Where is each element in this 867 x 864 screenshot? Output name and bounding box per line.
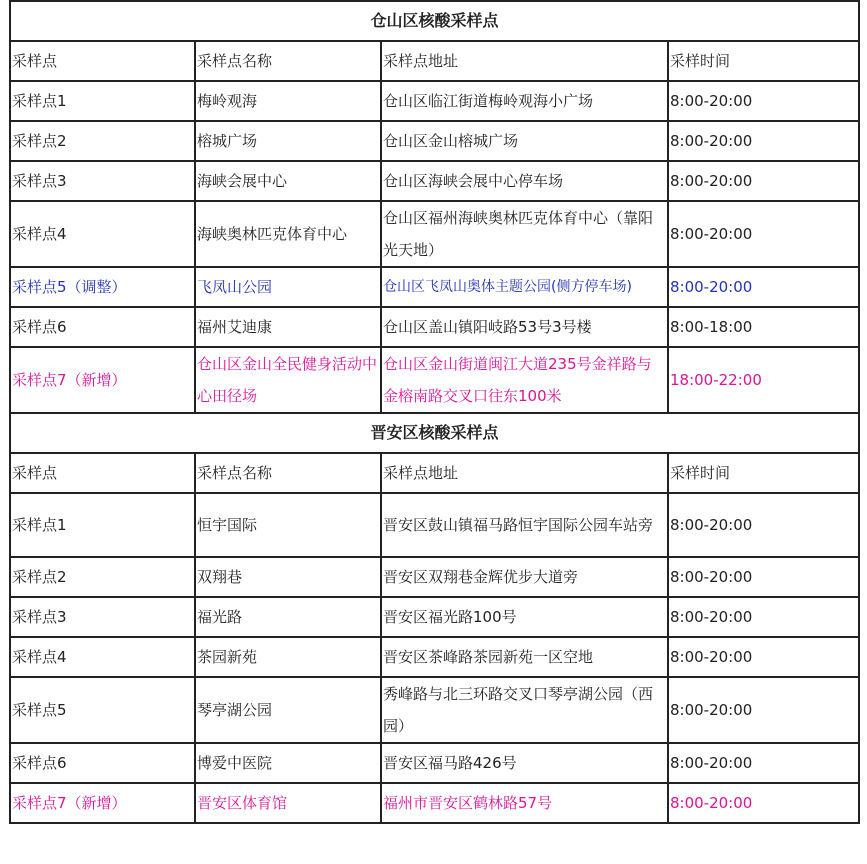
table-row xyxy=(10,557,859,597)
table-row xyxy=(10,637,859,677)
header-row xyxy=(10,453,859,493)
district-title: 仓山区核酸采样点 xyxy=(10,1,859,41)
cell-name: 双翔巷 xyxy=(195,557,381,597)
table-row xyxy=(10,307,859,347)
table-row xyxy=(10,493,859,557)
cell-time: 8:00-20:00 xyxy=(668,81,859,121)
cell-time: 8:00-18:00 xyxy=(668,307,859,347)
cell-point: 采样点4 xyxy=(10,637,195,677)
cell-name: 琴亭湖公园 xyxy=(195,677,381,743)
cell-address: 仓山区海峡会展中心停车场 xyxy=(381,161,668,201)
header-point: 采样点 xyxy=(10,41,195,81)
cell-name: 仓山区金山全民健身活动中心田径场 xyxy=(195,347,381,413)
cell-name: 茶园新苑 xyxy=(195,637,381,677)
header-point: 采样点 xyxy=(10,453,195,493)
table-row xyxy=(10,743,859,783)
cell-address: 晋安区双翔巷金辉优步大道旁 xyxy=(381,557,668,597)
table-row xyxy=(10,81,859,121)
table-row-added xyxy=(10,783,859,823)
cell-name: 海峡会展中心 xyxy=(195,161,381,201)
cell-address: 晋安区鼓山镇福马路恒宇国际公园车站旁 xyxy=(381,493,668,557)
cell-point: 采样点7（新增） xyxy=(10,783,195,823)
sampling-sites-table xyxy=(9,0,860,824)
cell-point: 采样点4 xyxy=(10,201,195,267)
cell-address: 仓山区金山榕城广场 xyxy=(381,121,668,161)
district-title-row xyxy=(10,1,859,41)
header-name: 采样点名称 xyxy=(195,41,381,81)
header-address: 采样点地址 xyxy=(381,453,668,493)
cell-point: 采样点6 xyxy=(10,307,195,347)
cell-address: 仓山区临江街道梅岭观海小广场 xyxy=(381,81,668,121)
cell-point: 采样点2 xyxy=(10,557,195,597)
cell-time: 8:00-20:00 xyxy=(668,161,859,201)
cell-address: 仓山区福州海峡奥林匹克体育中心（靠阳光天地） xyxy=(381,201,668,267)
header-row xyxy=(10,41,859,81)
cell-time: 8:00-20:00 xyxy=(668,121,859,161)
header-address: 采样点地址 xyxy=(381,41,668,81)
cell-address: 晋安区福光路100号 xyxy=(381,597,668,637)
cell-point: 采样点3 xyxy=(10,597,195,637)
cell-name: 福州艾迪康 xyxy=(195,307,381,347)
table-row xyxy=(10,161,859,201)
cell-time: 8:00-20:00 xyxy=(668,201,859,267)
cell-time: 8:00-20:00 xyxy=(668,783,859,823)
cell-time: 8:00-20:00 xyxy=(668,557,859,597)
table-row xyxy=(10,597,859,637)
cell-time: 8:00-20:00 xyxy=(668,267,859,307)
table-row xyxy=(10,677,859,743)
header-time: 采样时间 xyxy=(668,41,859,81)
cell-time: 8:00-20:00 xyxy=(668,637,859,677)
district-title-row xyxy=(10,413,859,453)
cell-time: 8:00-20:00 xyxy=(668,677,859,743)
cell-time: 8:00-20:00 xyxy=(668,743,859,783)
cell-name: 晋安区体育馆 xyxy=(195,783,381,823)
cell-name: 海峡奥林匹克体育中心 xyxy=(195,201,381,267)
cell-name: 恒宇国际 xyxy=(195,493,381,557)
header-time: 采样时间 xyxy=(668,453,859,493)
cell-point: 采样点7（新增） xyxy=(10,347,195,413)
header-name: 采样点名称 xyxy=(195,453,381,493)
cell-point: 采样点3 xyxy=(10,161,195,201)
cell-name: 梅岭观海 xyxy=(195,81,381,121)
cell-name: 博爱中医院 xyxy=(195,743,381,783)
table-row-adjusted xyxy=(10,267,859,307)
cell-point: 采样点5（调整） xyxy=(10,267,195,307)
cell-time: 8:00-20:00 xyxy=(668,597,859,637)
cell-name: 榕城广场 xyxy=(195,121,381,161)
cell-point: 采样点2 xyxy=(10,121,195,161)
cell-address: 晋安区福马路426号 xyxy=(381,743,668,783)
table-row xyxy=(10,201,859,267)
cell-address: 仓山区金山街道闽江大道235号金祥路与金榕南路交叉口往东100米 xyxy=(381,347,668,413)
cell-name: 飞凤山公园 xyxy=(195,267,381,307)
cell-point: 采样点1 xyxy=(10,81,195,121)
cell-time: 8:00-20:00 xyxy=(668,493,859,557)
district-title: 晋安区核酸采样点 xyxy=(10,413,859,453)
cell-point: 采样点1 xyxy=(10,493,195,557)
cell-address: 秀峰路与北三环路交叉口琴亭湖公园（西园） xyxy=(381,677,668,743)
table-row xyxy=(10,121,859,161)
cell-time: 18:00-22:00 xyxy=(668,347,859,413)
cell-point: 采样点5 xyxy=(10,677,195,743)
table-row-added xyxy=(10,347,859,413)
cell-address: 福州市晋安区鹤林路57号 xyxy=(381,783,668,823)
cell-name: 福光路 xyxy=(195,597,381,637)
cell-address: 仓山区盖山镇阳岐路53号3号楼 xyxy=(381,307,668,347)
cell-address: 仓山区飞凤山奥体主题公园(侧方停车场) xyxy=(381,267,668,307)
cell-point: 采样点6 xyxy=(10,743,195,783)
cell-address: 晋安区茶峰路茶园新苑一区空地 xyxy=(381,637,668,677)
